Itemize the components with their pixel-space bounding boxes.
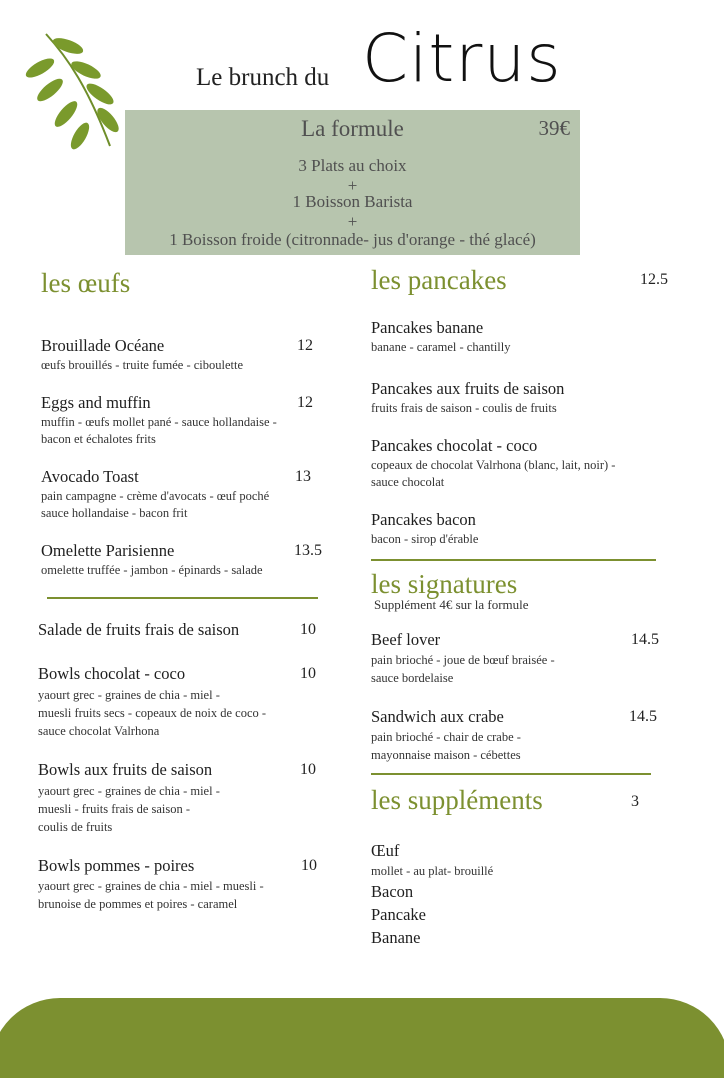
formule-line: 3 Plats au choix [298, 156, 407, 175]
menu-item-name: Eggs and muffin [41, 393, 151, 412]
divider [371, 559, 656, 561]
menu-item-desc: muffin - œufs mollet pané - sauce hollandaise - [41, 415, 277, 429]
menu-item-price: 14.5 [629, 708, 657, 725]
formule-line: 1 Boisson froide (citronnade- jus d'orange - thé glacé) [169, 230, 536, 249]
section-title-signatures: les signatures [371, 569, 518, 599]
menu-item-desc: bacon - sirop d'érable [371, 532, 479, 546]
menu-item-name: Salade de fruits frais de saison [38, 620, 240, 639]
section-subtitle: Supplément 4€ sur la formule [374, 597, 529, 612]
menu-item-name: Beef lover [371, 630, 441, 649]
menu-item-desc: œufs brouillés - truite fumée - ciboulette [41, 358, 244, 372]
menu-item-desc: pain campagne - crème d'avocats - œuf poché [41, 489, 270, 503]
formule-title: La formule [301, 116, 404, 141]
menu-item-desc: sauce hollandaise - bacon frit [41, 506, 188, 520]
menu-item-name: Pancakes bacon [371, 510, 476, 529]
menu-item-name: Bowls aux fruits de saison [38, 760, 213, 779]
footer-band [0, 998, 724, 1078]
menu-item-desc: sauce chocolat [371, 475, 445, 489]
menu-item-desc: omelette truffée - jambon - épinards - salade [41, 563, 263, 577]
menu-item-desc: fruits frais de saison - coulis de fruits [371, 401, 557, 415]
menu-item-name: Omelette Parisienne [41, 541, 175, 560]
menu-item-name: Bowls chocolat - coco [38, 664, 186, 683]
section-price: 3 [631, 793, 639, 810]
menu-item-price: 14.5 [631, 631, 659, 648]
menu-item-name: Sandwich aux crabe [371, 707, 504, 726]
supplement-item: Œuf [371, 841, 400, 860]
title-prefix: Le brunch du [196, 64, 330, 91]
divider [47, 597, 318, 599]
menu-item-price: 13 [295, 468, 311, 485]
menu-item-name: Pancakes chocolat - coco [371, 436, 538, 455]
menu-item-price: 13.5 [294, 542, 322, 559]
supplement-item: Banane [371, 928, 421, 947]
formule-line: 1 Boisson Barista [292, 192, 413, 211]
section-title-oeufs: les œufs [41, 268, 131, 298]
menu-item-name: Avocado Toast [41, 467, 139, 486]
menu-item-desc: coulis de fruits [38, 820, 113, 834]
menu-item-desc: copeaux de chocolat Valrhona (blanc, lait, noir) - [371, 458, 616, 472]
menu-item-desc: pain brioché - chair de crabe - [371, 730, 521, 744]
formule-price: 39€ [538, 116, 570, 140]
brand-logo: Citrus [362, 20, 562, 97]
menu-item-desc: yaourt grec - graines de chia - miel - [38, 784, 220, 798]
menu-item-desc: brunoise de pommes et poires - caramel [38, 897, 238, 911]
menu-item-desc: bacon et échalotes frits [41, 432, 156, 446]
menu-item-price: 10 [301, 857, 317, 874]
menu-item-desc: pain brioché - joue de bœuf braisée - [371, 653, 555, 667]
menu-item-desc: sauce chocolat Valrhona [38, 724, 160, 738]
menu-item-price: 10 [300, 761, 316, 778]
formule-plus: + [347, 212, 358, 231]
menu-item-desc: muesli fruits secs - copeaux de noix de coco - [38, 706, 267, 720]
menu-item-name: Bowls pommes - poires [38, 856, 195, 875]
menu-item-desc: banane - caramel - chantilly [371, 340, 511, 354]
supplement-desc: mollet - au plat- brouillé [371, 864, 494, 878]
menu-item-desc: sauce bordelaise [371, 671, 454, 685]
menu-item-price: 12 [297, 394, 313, 411]
supplement-item: Pancake [371, 905, 426, 924]
menu-item-desc: yaourt grec - graines de chia - miel - muesli - [38, 879, 264, 893]
supplement-item: Bacon [371, 882, 414, 901]
menu-item-desc: mayonnaise maison - cébettes [371, 748, 521, 762]
section-price: 12.5 [640, 271, 668, 288]
formule-plus: + [347, 176, 358, 195]
section-title-supplements: les suppléments [371, 785, 543, 815]
section-title-pancakes: les pancakes [371, 265, 507, 295]
menu-item-price: 10 [300, 621, 316, 638]
menu-item-name: Brouillade Océane [41, 336, 165, 355]
menu-item-price: 12 [297, 337, 313, 354]
olive-branch-icon [18, 28, 128, 162]
menu-item-price: 10 [300, 665, 316, 682]
formule-box [125, 110, 580, 255]
menu-item-name: Pancakes banane [371, 318, 484, 337]
menu-item-desc: yaourt grec - graines de chia - miel - [38, 688, 220, 702]
divider [371, 773, 651, 775]
menu-item-desc: muesli - fruits frais de saison - [38, 802, 191, 816]
menu-item-name: Pancakes aux fruits de saison [371, 379, 565, 398]
